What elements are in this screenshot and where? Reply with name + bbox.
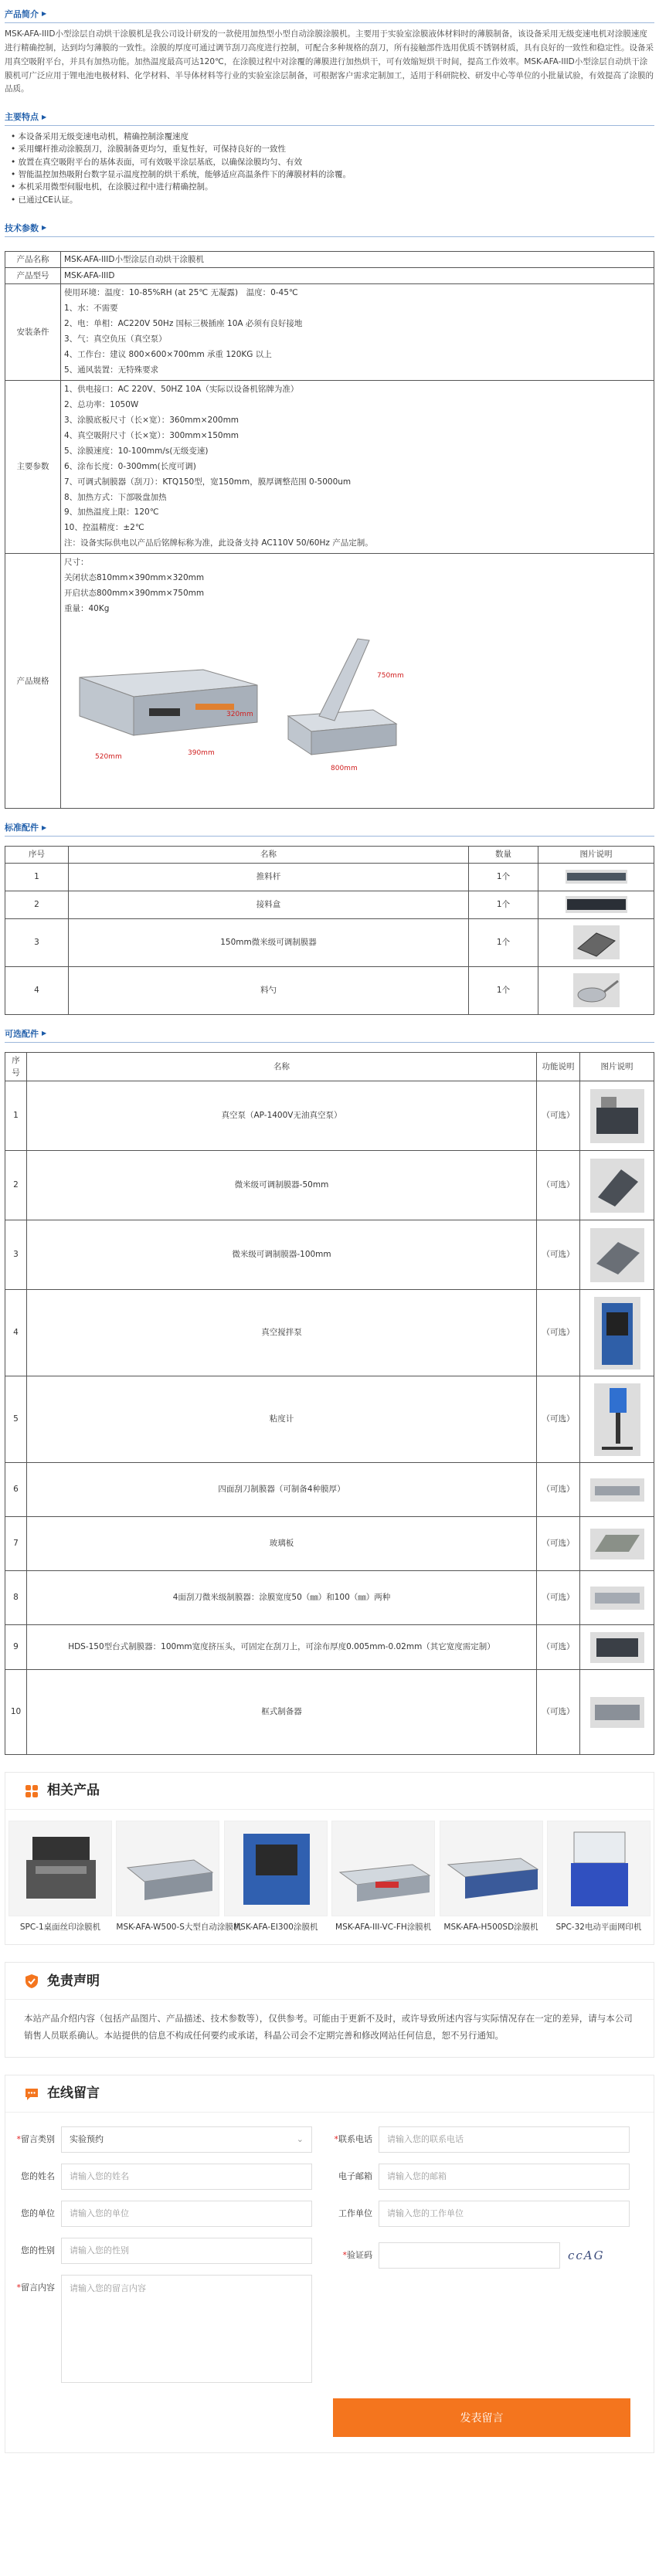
disclaimer-panel: 免责声明 本站产品介绍内容（包括产品图片、产品描述、技术参数等），仅供参考。可能由于更新不及时，或许导致所述内容与实际情况存在一定的差异，请与本公司销售人员联系确认。本站提供的信息不构成任何要约或承诺，科晶公司会不定期完善和修改网站任何信息，恕不另行通知。 bbox=[5, 1962, 654, 2058]
dim-depth-label: 390mm bbox=[188, 749, 215, 758]
dim-height-label: 320mm bbox=[226, 711, 253, 719]
product-thumbnail bbox=[332, 1821, 436, 1917]
tech-heading: 技术参数 ▶ bbox=[5, 220, 654, 237]
opt-table bbox=[5, 1052, 654, 1756]
applicator-50-image bbox=[590, 1159, 644, 1213]
table-header: 序号 名称 功能说明 图片说明 bbox=[5, 1052, 654, 1081]
opt-heading: 可选配件 ▶ bbox=[5, 1026, 654, 1043]
table-row: 3 微米级可调制膜器-100mm （可选） bbox=[5, 1220, 654, 1290]
related-product-card[interactable]: MSK-AFA-H500SD涂膜机 bbox=[440, 1821, 543, 1933]
dim-open-length-label: 800mm bbox=[331, 765, 358, 773]
list-item: • 本机采用微型伺服电机，在涂膜过程中进行精确控制。 bbox=[11, 181, 654, 193]
product-thumbnail bbox=[440, 1821, 544, 1917]
product-thumbnail bbox=[117, 1821, 220, 1917]
table-row: 6 四面刮刀制膜器（可制备4种膜厚） （可选） bbox=[5, 1463, 654, 1517]
message-type-select[interactable]: 实验预约 ⌄ bbox=[61, 2126, 312, 2153]
table-row: 1 真空泵（AP-1400V无油真空泵） （可选） bbox=[5, 1081, 654, 1151]
list-item: • 智能温控加热吸附台数字显示温度控制的烘干系统，能够适应高温条件下的薄膜材料的涂覆。 bbox=[11, 168, 654, 181]
captcha-image[interactable]: ccAG bbox=[568, 2248, 605, 2263]
tray-image bbox=[566, 896, 627, 913]
table-row: 4 料勺 1个 bbox=[5, 966, 654, 1014]
product-thumbnail bbox=[225, 1821, 328, 1917]
frame-applicator-image bbox=[590, 1697, 644, 1728]
tech-table bbox=[5, 251, 654, 809]
features-heading: 主要特点 ▶ bbox=[5, 109, 654, 126]
related-product-card[interactable]: MSK-AFA-III-VC-FH涂膜机 bbox=[331, 1821, 435, 1933]
film-applicator-image bbox=[573, 925, 620, 959]
related-product-card[interactable]: MSK-AFA-EI300涂膜机 bbox=[224, 1821, 328, 1933]
related-products-panel: 相关产品 SPC-1桌面丝印涂膜机 MSK-AFA-W500-S大型自动涂膜机 MSK-AFA-EI300涂膜机 MSK-AFA-III-VC-FH涂膜机 MSK-AFA-H500SD涂膜机 SPC-32电动平面网印机 bbox=[5, 1772, 654, 1945]
table-header: 序号 名称 数量 图片说明 bbox=[5, 847, 654, 863]
table-row: 2 微米级可调制膜器-50mm （可选） bbox=[5, 1151, 654, 1220]
vacuum-pump-image bbox=[590, 1089, 644, 1143]
table-row: 5 粘度计 （可选） bbox=[5, 1376, 654, 1463]
table-row: 8 4面刮刀微米级制膜器：涂膜宽度50（㎜）和100（㎜）两种 （可选） bbox=[5, 1571, 654, 1625]
std-table bbox=[5, 846, 654, 1014]
list-item: • 放置在真空吸附平台的基体表面，可有效吸平涂层基底，以确保涂膜均匀、有效 bbox=[11, 156, 654, 168]
push-rod-image bbox=[566, 870, 627, 884]
four-sided-applicator-image bbox=[590, 1478, 644, 1502]
disclaimer-text: 本站产品介绍内容（包括产品图片、产品描述、技术参数等），仅供参考。可能由于更新不及时，或许导致所述内容与实际情况存在一定的差异，请与本公司销售人员联系确认。本站提供的信息不构成任何要约或承诺，科晶公司会不定期完善和修改网站任何信息，恕不另行通知。 bbox=[24, 2013, 633, 2041]
table-row: 安装条件 使用环境：温度：10-85%RH (at 25℃ 无凝露) 温度：0-45℃ 1、水：不需要 2、电：单相：AC220V 50Hz 国标三极插座 10A 必须有良好接地 3、气：真空负压（真空泵） 4、工作台：建议 800×600×700mm 承重 120KG 以上 5、通风装置：无特殊要求 bbox=[5, 284, 654, 381]
related-product-card[interactable]: MSK-AFA-W500-S大型自动涂膜机 bbox=[116, 1821, 219, 1933]
chevron-down-icon: ⌄ bbox=[296, 2134, 304, 2145]
submit-message-button[interactable]: 发表留言 bbox=[333, 2398, 630, 2437]
list-item: • 本设备采用无级变速电动机，精确控制涂覆速度 bbox=[11, 131, 654, 143]
viscometer-image bbox=[594, 1383, 640, 1456]
product-thumbnail bbox=[548, 1821, 651, 1917]
table-row: 产品规格 尺寸： 关闭状态810mm×390mm×320mm 开启状态800mm×390mm×750mm 重量：40Kg 320mm 520mm 390mm 750mm 800mm bbox=[5, 554, 654, 809]
machine-open-illustration bbox=[288, 639, 396, 755]
intro-heading: 产品简介 ▶ bbox=[5, 6, 654, 23]
list-item: • 已通过CE认证。 bbox=[11, 194, 654, 206]
table-row: 1 推料杆 1个 bbox=[5, 863, 654, 891]
table-row: 产品名称 MSK-AFA-IIID小型涂层自动烘干涂膜机 bbox=[5, 251, 654, 267]
hds150-applicator-image bbox=[590, 1632, 644, 1663]
ladle-image bbox=[573, 973, 620, 1007]
product-dimension-image bbox=[64, 623, 404, 778]
table-row: 10 框式制备器 （可选） bbox=[5, 1670, 654, 1755]
applicator-100-image bbox=[590, 1228, 644, 1282]
name-input[interactable]: 请输入您的姓名 bbox=[61, 2164, 312, 2190]
message-content-textarea[interactable]: 请输入您的留言内容 bbox=[61, 2275, 312, 2383]
features-list bbox=[5, 126, 654, 214]
captcha-input[interactable] bbox=[379, 2242, 560, 2269]
related-product-card[interactable]: SPC-32电动平面网印机 bbox=[547, 1821, 651, 1933]
dim-length-label: 520mm bbox=[95, 753, 122, 762]
grid-icon bbox=[24, 1784, 39, 1799]
intro-text: MSK-AFA-IIID小型涂层自动烘干涂膜机是我公司设计研发的一款使用加热型小型自动涂膜涂膜机。主要用于实验室涂膜液体材料时的薄膜制备，该设备采用无级变速电机对涂膜速度进行精确控制，达到均匀薄膜的一致性。涂膜的厚度可通过调节刮刀高度进行控制，可配合多种规格的刮刀，所有接触部件选用优质不锈钢材质，具有良好的一致性和稳定性。设备采用真空吸附平台，并具有加热功能。加热温度最高可达120℃，在涂膜过程中对涂覆的薄膜进行加热烘干，可有效缩短烘干时间，提高工作效率。MSK-AFA-IIID小型涂层自动烘干涂膜机可广泛应用于锂电池电极材料、化学材料、半导体材料等行业的实验室涂层制备，可根据客户需求定制加工，适用于科研院校、研发中心等单位的小批量试验，有效提高了涂膜的品质。 bbox=[5, 29, 654, 94]
table-row: 9 HDS-150型台式制膜器：100mm宽度挤压头，可固定在刮刀上，可涂布厚度0.005mm-0.02mm（其它宽度需定制） （可选） bbox=[5, 1625, 654, 1670]
product-thumbnail bbox=[9, 1821, 113, 1917]
table-row: 4 真空搅拌泵 （可选） bbox=[5, 1290, 654, 1376]
table-row: 7 玻璃板 （可选） bbox=[5, 1517, 654, 1571]
table-row: 2 接料盒 1个 bbox=[5, 891, 654, 918]
table-row: 3 150mm微米级可调制膜器 1个 bbox=[5, 918, 654, 966]
dim-open-height-label: 750mm bbox=[377, 672, 404, 680]
table-row: 主要参数 1、供电接口：AC 220V、50HZ 10A（实际以设备机铭牌为准） 2、总功率：1050W 3、涂膜底板尺寸（长×宽）：360mm×200mm 4、真空吸附尺寸（长×宽）：300mm×150mm 5、涂膜速度：10-100mm/s(无级变速) 6、涂布长度：0-300mm(长度可调) 7、可调式制膜器（刮刀）：KTQ150型，宽150mm，膜厚调整范围 0-5000um 8、加热方式：下部吸盘加热 9、加热温度上限：120℃ 10、控温精度：±2℃ 注：设备实际供电以产品后铭牌标称为准，此设备支持 AC110V 50/60Hz 产品定制。 bbox=[5, 380, 654, 553]
chat-icon bbox=[24, 2086, 39, 2102]
vacuum-mixer-image bbox=[594, 1297, 640, 1369]
related-product-card[interactable]: SPC-1桌面丝印涂膜机 bbox=[8, 1821, 112, 1933]
phone-input[interactable]: 请输入您的联系电话 bbox=[379, 2126, 630, 2153]
work-unit-input[interactable]: 请输入您的工作单位 bbox=[379, 2201, 630, 2227]
table-row: 产品型号 MSK-AFA-IIID bbox=[5, 268, 654, 284]
glass-plate-image bbox=[590, 1529, 644, 1560]
message-form-panel: 在线留言 *留言类别 实验预约 ⌄ 您的姓名 请输入您的姓名 您的单位 请输入您的单位 您的性别 请输入您的性别 *留言内容 请输入您的留言内容 *联系电话 请输入您的联系电话 电子邮箱 请输入您的邮箱 工作单位 请输入您的工作单位 *验证码 ccAG 发表留言 bbox=[5, 2075, 654, 2453]
company-input[interactable]: 请输入您的单位 bbox=[61, 2201, 312, 2227]
gender-input[interactable]: 请输入您的性别 bbox=[61, 2238, 312, 2264]
four-edge-micrometer-applicator-image bbox=[590, 1587, 644, 1610]
std-heading: 标准配件 ▶ bbox=[5, 820, 654, 837]
list-item: • 采用螺杆推动涂膜刮刀，涂膜制备更均匀，重复性好，可保持良好的一致性 bbox=[11, 143, 654, 155]
machine-closed-illustration bbox=[80, 670, 257, 735]
email-input[interactable]: 请输入您的邮箱 bbox=[379, 2164, 630, 2190]
shield-icon bbox=[24, 1974, 39, 1989]
